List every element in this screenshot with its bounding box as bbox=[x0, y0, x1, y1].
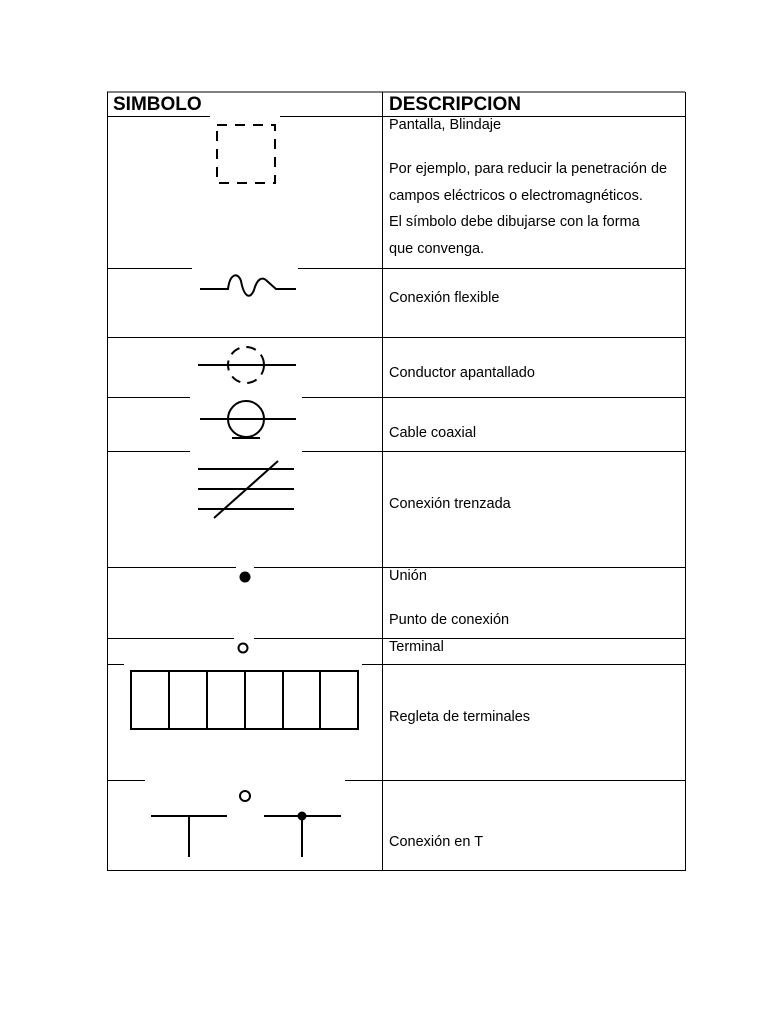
row-7-description: Terminal bbox=[389, 639, 444, 655]
t-connection-symbol bbox=[151, 791, 341, 857]
row-6-description-line-1: Unión bbox=[389, 568, 427, 584]
row-8-description: Regleta de terminales bbox=[389, 709, 531, 725]
twisted-connection-symbol bbox=[198, 461, 294, 518]
symbol-column-header: SIMBOLO bbox=[113, 94, 202, 115]
shielded-conductor-symbol bbox=[198, 347, 296, 383]
row-1-description-line-4: campos eléctricos o electromagnéticos. bbox=[389, 188, 643, 204]
row-9-description: Conexión en T bbox=[389, 834, 484, 850]
table-grid bbox=[107, 92, 686, 871]
row-3-description: Conductor apantallado bbox=[389, 365, 535, 381]
row-5-description: Conexión trenzada bbox=[389, 496, 511, 512]
row-6-description-line-3: Punto de conexión bbox=[389, 612, 510, 628]
row-1-description-line-6: que convenga. bbox=[389, 241, 485, 257]
junction-dot-symbol bbox=[240, 572, 251, 583]
row-1-description-line-3: Por ejemplo, para reducir la penetración de bbox=[389, 161, 668, 177]
row-1-description-line-1: Pantalla, Blindaje bbox=[389, 117, 502, 133]
flexible-connection-symbol bbox=[200, 275, 296, 295]
description-column-header: DESCRIPCION bbox=[389, 94, 521, 115]
terminal-circle-symbol bbox=[239, 644, 248, 653]
terminal-strip-symbol bbox=[131, 671, 358, 729]
screen-shielding-symbol bbox=[217, 125, 275, 183]
row-2-description: Conexión flexible bbox=[389, 290, 500, 306]
row-4-description: Cable coaxial bbox=[389, 425, 477, 441]
coaxial-cable-symbol bbox=[200, 401, 296, 438]
row-1-description-line-5: El símbolo debe dibujarse con la forma bbox=[389, 214, 640, 230]
